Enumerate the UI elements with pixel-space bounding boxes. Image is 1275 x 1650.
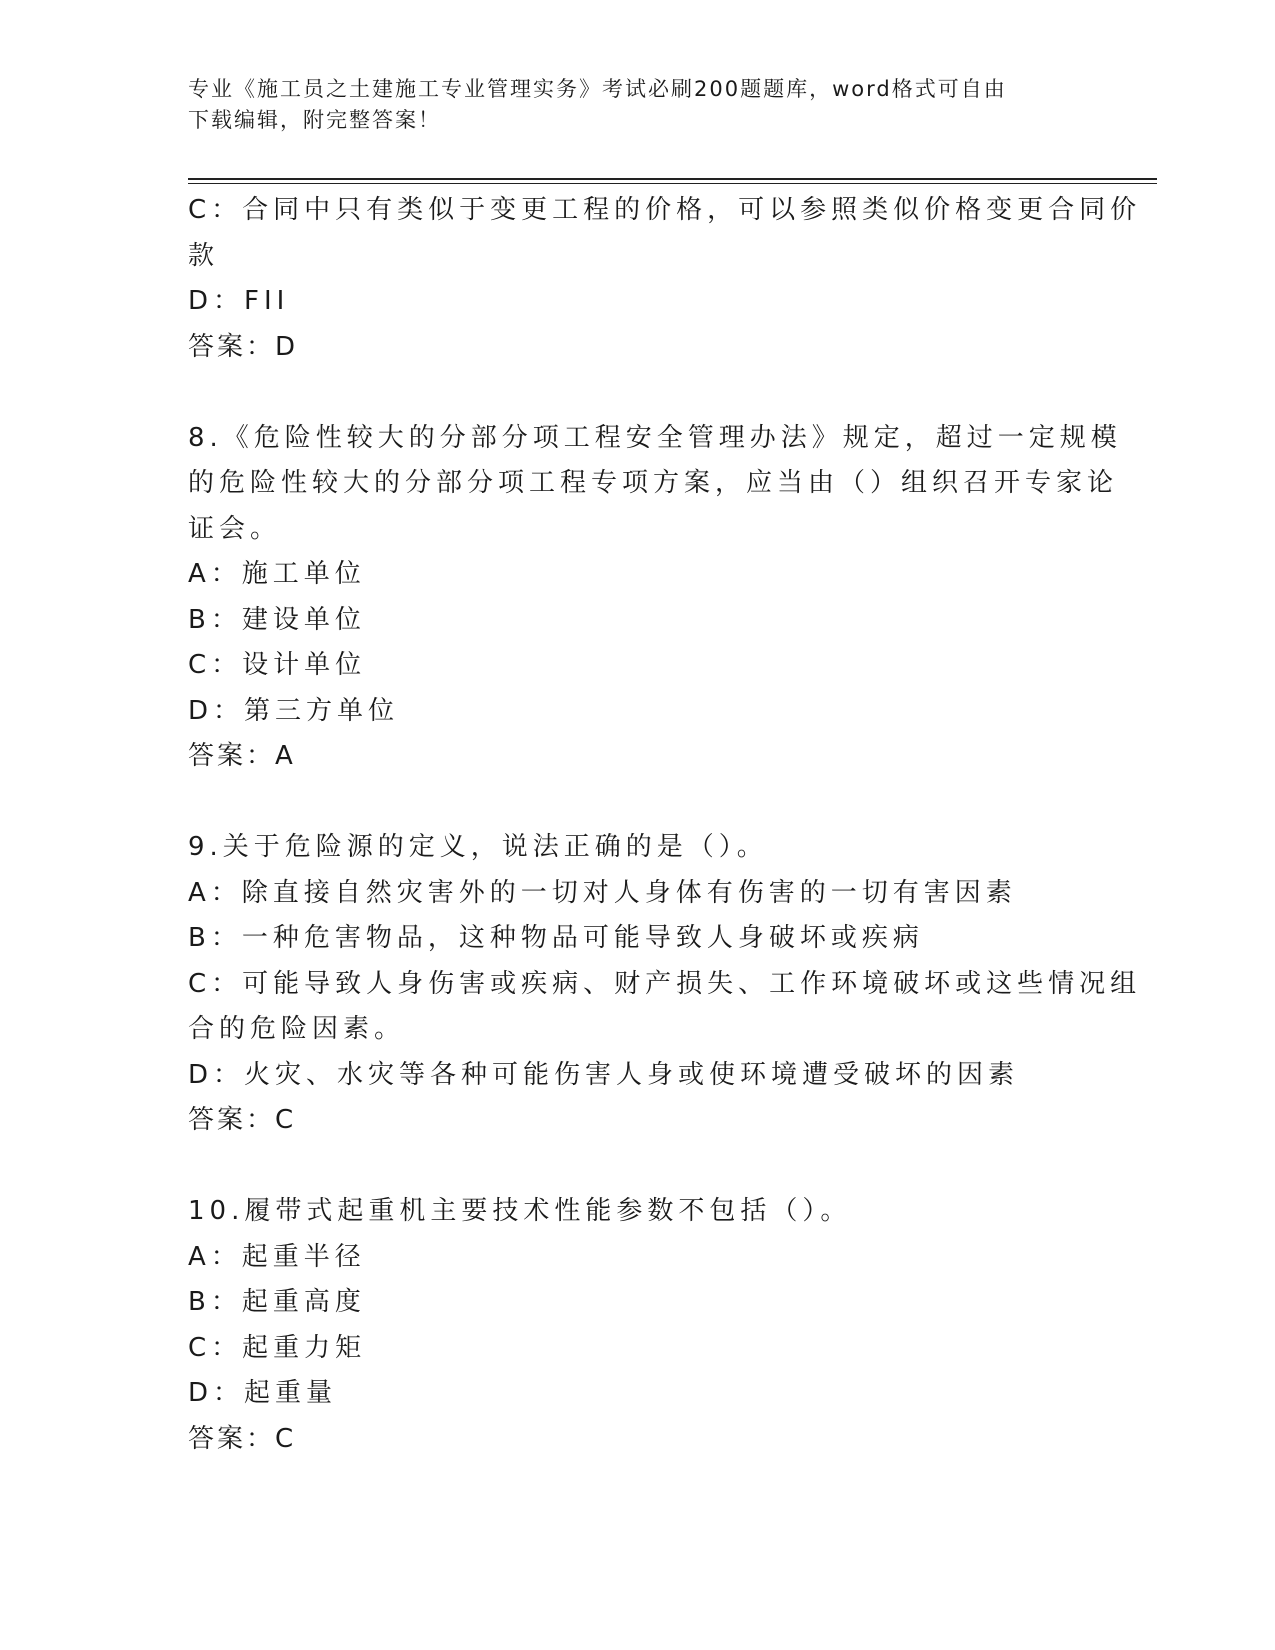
option-b: B：一种危害物品，这种物品可能导致人身破坏或疾病 bbox=[188, 923, 924, 953]
option-d: D：火灾、水灾等各种可能伤害人身或使环境遭受破坏的因素 bbox=[188, 1059, 1020, 1090]
spacer bbox=[188, 780, 1088, 826]
question-9 bbox=[188, 825, 1142, 1144]
document-header bbox=[188, 74, 1068, 136]
question-8 bbox=[188, 416, 1122, 780]
option-d: D：起重量 bbox=[188, 1378, 338, 1408]
question-stem: 的危险性较大的分部分项工程专项方案，应当由（）组织召开专家论 bbox=[188, 468, 1119, 498]
answer-line: 答案：D bbox=[188, 331, 299, 362]
option-c: C：可能导致人身伤害或疾病、财产损失、工作环境破坏或这些情况组 bbox=[188, 968, 1142, 999]
answer-line: 答案：A bbox=[188, 741, 296, 771]
option-b: B：建设单位 bbox=[188, 604, 366, 635]
question-stem: 证会。 bbox=[188, 513, 282, 544]
question-7-fragment bbox=[188, 188, 1142, 370]
option-b: B：起重高度 bbox=[188, 1287, 366, 1317]
question-stem: 10.履带式起重机主要技术性能参数不包括（）。 bbox=[188, 1196, 852, 1226]
option-c: C：设计单位 bbox=[188, 650, 367, 680]
option-c-continued: 合的危险因素。 bbox=[188, 1014, 406, 1044]
question-10 bbox=[188, 1189, 1088, 1462]
option-d: D：FII bbox=[188, 286, 290, 316]
answer-line: 答案：C bbox=[188, 1105, 297, 1135]
question-stem: 8.《危险性较大的分部分项工程安全管理办法》规定，超过一定规模 bbox=[188, 422, 1122, 453]
answer-line: 答案：C bbox=[188, 1423, 297, 1454]
spacer bbox=[188, 1144, 1088, 1190]
spacer bbox=[188, 370, 1088, 416]
question-content bbox=[188, 188, 1142, 1462]
option-a: A：施工单位 bbox=[188, 559, 366, 589]
option-d: D：第三方单位 bbox=[188, 695, 400, 726]
option-c: C：合同中只有类似于变更工程的价格，可以参照类似价格变更合同价 bbox=[188, 195, 1142, 225]
header-divider-thin bbox=[188, 183, 1157, 184]
header-line-2: 下载编辑，附完整答案！ bbox=[188, 108, 441, 132]
option-c: C：起重力矩 bbox=[188, 1332, 367, 1363]
option-a: A：起重半径 bbox=[188, 1241, 366, 1272]
header-line-1: 专业《施工员之土建施工专业管理实务》考试必刷200题题库，word格式可自由 bbox=[188, 77, 1007, 101]
header-divider-thick bbox=[188, 178, 1157, 180]
option-a: A：除直接自然灾害外的一切对人身体有伤害的一切有害因素 bbox=[188, 877, 1017, 908]
question-stem: 9.关于危险源的定义，说法正确的是（）。 bbox=[188, 832, 768, 862]
option-c-continued: 款 bbox=[188, 240, 220, 271]
